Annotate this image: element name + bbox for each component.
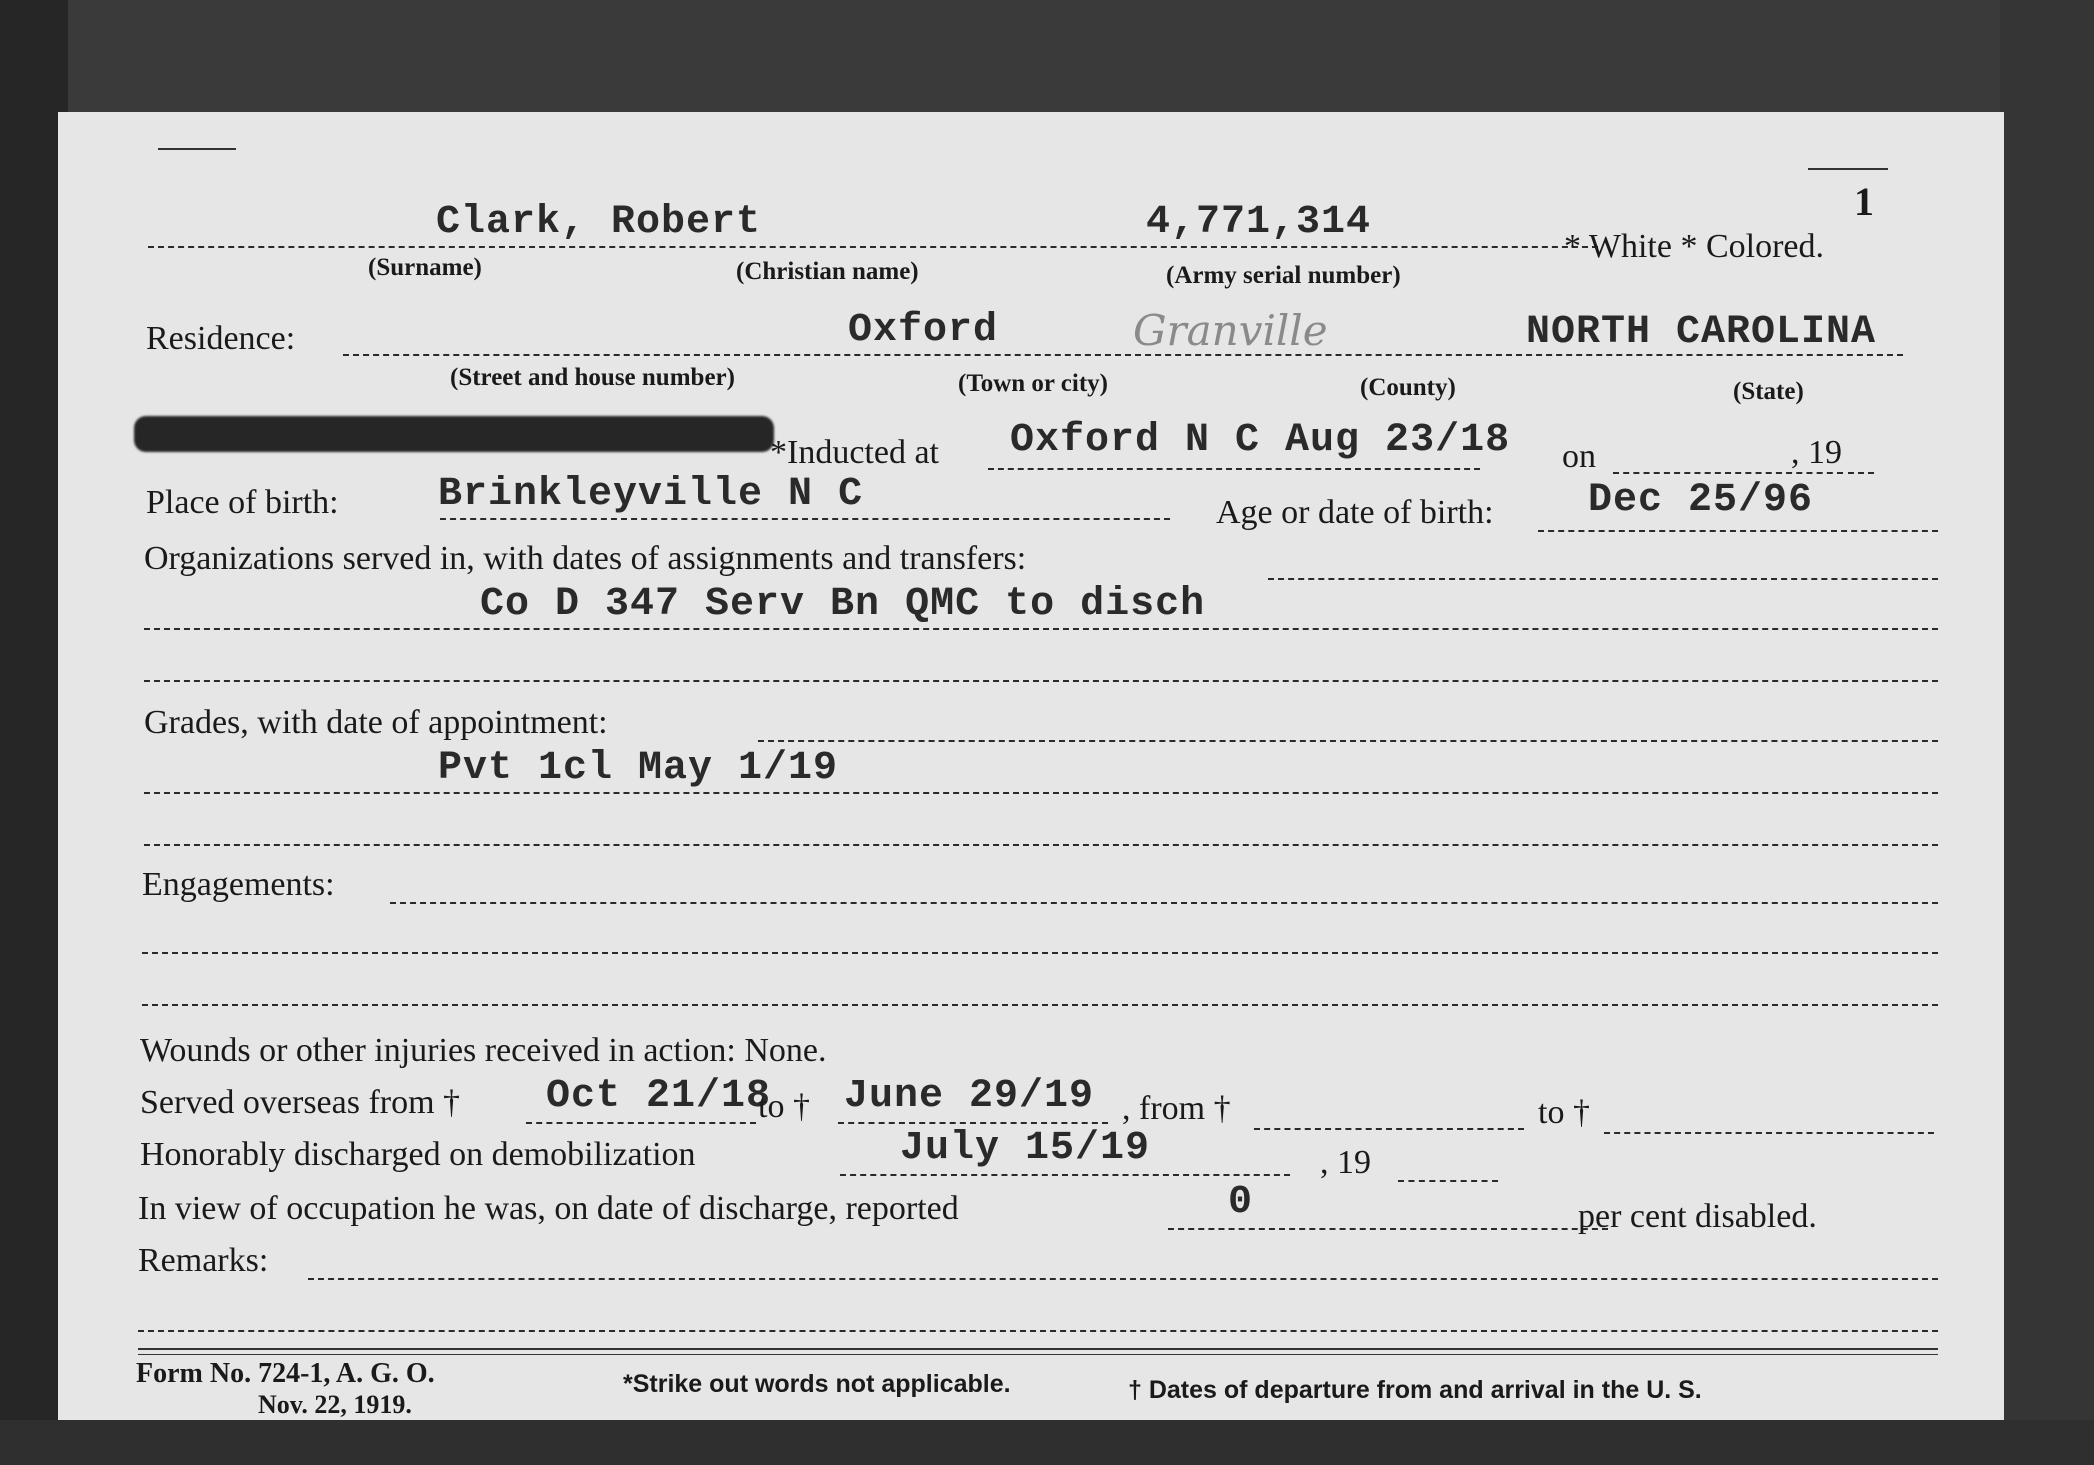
engagements-line-2 bbox=[142, 952, 1938, 954]
engagements-line-1 bbox=[390, 902, 1938, 904]
caption-christian-name: (Christian name) bbox=[736, 258, 919, 285]
birthplace-line bbox=[440, 518, 1170, 520]
caption-serial-number: (Army serial number) bbox=[1166, 262, 1401, 289]
organizations-line-2 bbox=[144, 628, 1938, 630]
remarks-line-2 bbox=[138, 1330, 1938, 1332]
disability-line bbox=[1168, 1228, 1608, 1230]
organizations-value: Co D 347 Serv Bn QMC to disch bbox=[480, 582, 1206, 627]
birth-date-value: Dec 25/96 bbox=[1588, 478, 1814, 523]
discharge-date-value: July 15/19 bbox=[900, 1126, 1151, 1171]
caption-county: (County) bbox=[1360, 374, 1456, 401]
surname-value: Clark, Robert bbox=[436, 200, 762, 245]
birthplace-value: Brinkleyville N C bbox=[438, 472, 864, 517]
form-number: Form No. 724-1, A. G. O. bbox=[136, 1358, 435, 1389]
organizations-line-1 bbox=[1268, 578, 1938, 580]
organizations-label: Organizations served in, with dates of assignments and transfers: bbox=[144, 540, 1027, 577]
footnote-dates: † Dates of departure from and arrival in the U. S. bbox=[1128, 1376, 1702, 1404]
footer-rule-2 bbox=[138, 1354, 1938, 1355]
overseas-to2-line bbox=[1604, 1132, 1934, 1134]
inducted-label: *Inducted at bbox=[770, 434, 939, 471]
wounds-line: Wounds or other injuries received in action: None. bbox=[140, 1032, 827, 1069]
overseas-to2-label: to † bbox=[1538, 1094, 1590, 1131]
caption-surname: (Surname) bbox=[368, 254, 482, 281]
state-value: NORTH CAROLINA bbox=[1526, 310, 1877, 355]
overseas-from-value: Oct 21/18 bbox=[546, 1074, 772, 1119]
disability-suffix: per cent disabled. bbox=[1578, 1198, 1817, 1235]
remarks-line-1 bbox=[308, 1278, 1938, 1280]
age-line bbox=[1538, 530, 1938, 532]
overseas-from-line bbox=[526, 1122, 756, 1124]
inducted-line bbox=[988, 468, 1480, 470]
organizations-line-3 bbox=[144, 680, 1938, 682]
on-label: on bbox=[1562, 438, 1596, 475]
grades-line-3 bbox=[144, 844, 1938, 846]
grades-value: Pvt 1cl May 1/19 bbox=[438, 746, 839, 791]
background-bottom bbox=[0, 1420, 2094, 1465]
caption-town: (Town or city) bbox=[958, 370, 1108, 397]
overseas-label: Served overseas from † bbox=[140, 1084, 461, 1121]
caption-state: (State) bbox=[1733, 378, 1804, 405]
disability-value: 0 bbox=[1228, 1180, 1254, 1225]
age-label: Age or date of birth: bbox=[1216, 494, 1494, 531]
engagements-line-3 bbox=[142, 1004, 1938, 1006]
overseas-from2-line bbox=[1254, 1128, 1524, 1130]
card-number: 1 bbox=[1854, 179, 1874, 224]
on-date-line bbox=[1613, 472, 1843, 474]
background-right bbox=[2000, 0, 2094, 1465]
footnote-strike: *Strike out words not applicable. bbox=[623, 1370, 1011, 1398]
discharge-year: , 19 bbox=[1320, 1144, 1371, 1181]
inducted-value: Oxford N C Aug 23/18 bbox=[1010, 418, 1511, 463]
town-value: Oxford bbox=[848, 308, 999, 353]
footer-rule-1 bbox=[138, 1348, 1938, 1350]
overseas-to-label: to † bbox=[758, 1088, 810, 1125]
record-card bbox=[58, 112, 2004, 1420]
overseas-to-value: June 29/19 bbox=[844, 1074, 1095, 1119]
redacted-enlistment-options bbox=[134, 416, 774, 452]
overseas-to-line bbox=[838, 1122, 1108, 1124]
top-left-rule bbox=[158, 148, 236, 150]
residence-label: Residence: bbox=[146, 320, 296, 357]
year-line bbox=[1848, 472, 1874, 474]
serial-number-value: 4,771,314 bbox=[1146, 200, 1372, 245]
background-top bbox=[0, 0, 2094, 115]
discharge-year-line bbox=[1398, 1180, 1498, 1182]
birthplace-label: Place of birth: bbox=[146, 484, 339, 521]
top-right-rule bbox=[1808, 168, 1888, 170]
year-suffix: , 19 bbox=[1791, 434, 1842, 471]
engagements-label: Engagements: bbox=[142, 866, 335, 903]
disability-label: In view of occupation he was, on date of discharge, reported bbox=[138, 1190, 959, 1227]
grades-line-1 bbox=[758, 740, 1938, 742]
race-options: * White * Colored. bbox=[1564, 228, 1824, 265]
remarks-label: Remarks: bbox=[138, 1242, 269, 1279]
discharge-label: Honorably discharged on demobilization bbox=[140, 1136, 696, 1173]
grades-line-2 bbox=[144, 792, 1938, 794]
discharge-line bbox=[840, 1174, 1290, 1176]
form-date: Nov. 22, 1919. bbox=[258, 1390, 412, 1419]
caption-street: (Street and house number) bbox=[450, 364, 735, 391]
overseas-from2-label: , from † bbox=[1122, 1090, 1231, 1127]
grades-label: Grades, with date of appointment: bbox=[144, 704, 608, 741]
name-line bbox=[148, 246, 1598, 248]
county-value: Granville bbox=[1133, 306, 1328, 355]
